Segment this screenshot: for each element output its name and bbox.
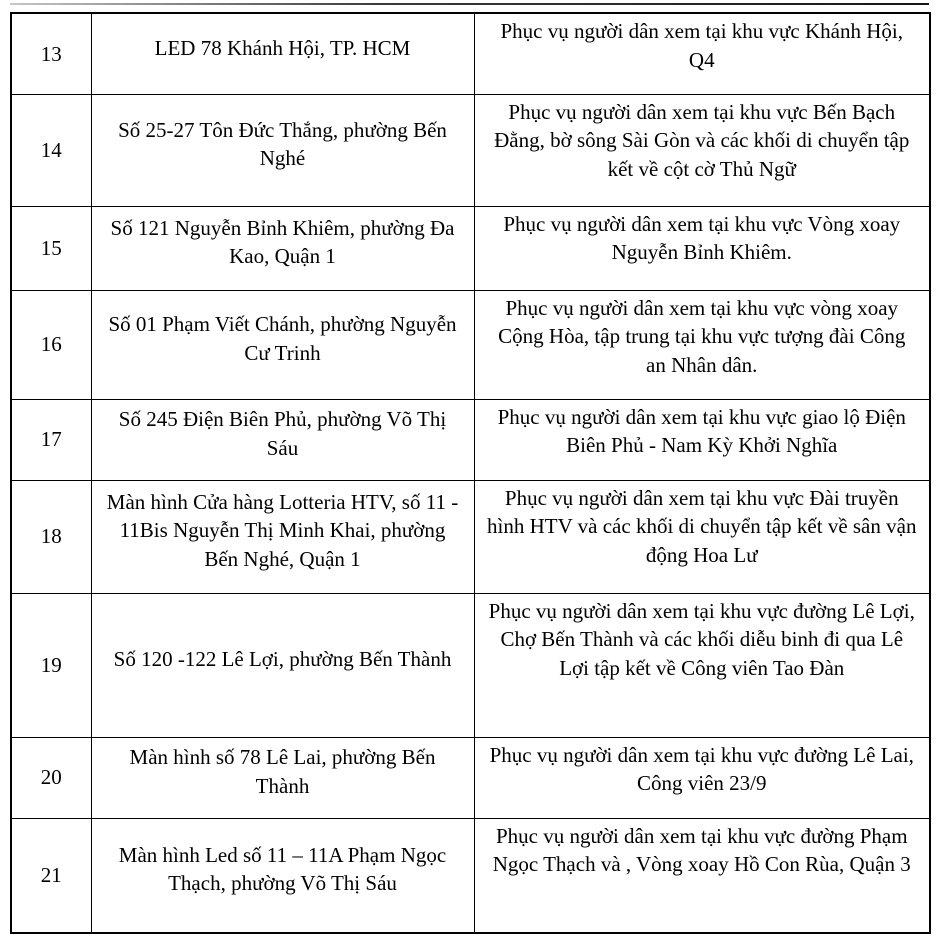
led-locations-table — [10, 12, 931, 934]
purpose-cell: Phục vụ người dân xem tại khu vực vòng xoay Cộng Hòa, tập trung tại khu vực tượng đài Công an Nhân dân. — [474, 290, 930, 399]
row-number-cell: 13 — [11, 13, 91, 94]
table-row — [11, 480, 930, 593]
previous-row-cut-border — [10, 3, 929, 5]
purpose-cell: Phục vụ người dân xem tại khu vực Vòng xoay Nguyễn Bỉnh Khiêm. — [474, 206, 930, 290]
purpose-cell: Phục vụ người dân xem tại khu vực giao lộ Điện Biên Phủ - Nam Kỳ Khởi Nghĩa — [474, 399, 930, 480]
row-number-cell: 20 — [11, 737, 91, 818]
table-row — [11, 593, 930, 737]
location-cell: Màn hình Cửa hàng Lotteria HTV, số 11 - 11Bis Nguyễn Thị Minh Khai, phường Bến Nghé, Quận 1 — [91, 480, 474, 593]
table-row — [11, 737, 930, 818]
purpose-cell: Phục vụ người dân xem tại khu vực Đài truyền hình HTV và các khối di chuyển tập kết về sân vận động Hoa Lư — [474, 480, 930, 593]
purpose-cell: Phục vụ người dân xem tại khu vực đường Lê Lợi, Chợ Bến Thành và các khối diễu binh đi qua Lê Lợi tập kết về Công viên Tao Đàn — [474, 593, 930, 737]
purpose-cell: Phục vụ người dân xem tại khu vực Bến Bạch Đằng, bờ sông Sài Gòn và các khối di chuyển tập kết về cột cờ Thủ Ngữ — [474, 94, 930, 206]
table-row — [11, 290, 930, 399]
location-cell: Số 120 -122 Lê Lợi, phường Bến Thành — [91, 593, 474, 737]
table-row — [11, 13, 930, 94]
purpose-cell: Phục vụ người dân xem tại khu vực Khánh Hội, Q4 — [474, 13, 930, 94]
table-row — [11, 399, 930, 480]
table-row — [11, 818, 930, 933]
table-row — [11, 94, 930, 206]
location-cell: Số 25-27 Tôn Đức Thắng, phường Bến Nghé — [91, 94, 474, 206]
location-cell: LED 78 Khánh Hội, TP. HCM — [91, 13, 474, 94]
location-cell: Màn hình số 78 Lê Lai, phường Bến Thành — [91, 737, 474, 818]
row-number-cell: 14 — [11, 94, 91, 206]
row-number-cell: 16 — [11, 290, 91, 399]
row-number-cell: 15 — [11, 206, 91, 290]
row-number-cell: 17 — [11, 399, 91, 480]
row-number-cell: 18 — [11, 480, 91, 593]
purpose-cell: Phục vụ người dân xem tại khu vực đường Phạm Ngọc Thạch và , Vòng xoay Hồ Con Rùa, Quận 3 — [474, 818, 930, 933]
location-cell: Màn hình Led số 11 – 11A Phạm Ngọc Thạch, phường Võ Thị Sáu — [91, 818, 474, 933]
location-cell: Số 121 Nguyễn Bỉnh Khiêm, phường Đa Kao, Quận 1 — [91, 206, 474, 290]
purpose-cell: Phục vụ người dân xem tại khu vực đường Lê Lai, Công viên 23/9 — [474, 737, 930, 818]
location-cell: Số 01 Phạm Viết Chánh, phường Nguyễn Cư Trinh — [91, 290, 474, 399]
table-row — [11, 206, 930, 290]
location-cell: Số 245 Điện Biên Phủ, phường Võ Thị Sáu — [91, 399, 474, 480]
row-number-cell: 19 — [11, 593, 91, 737]
row-number-cell: 21 — [11, 818, 91, 933]
